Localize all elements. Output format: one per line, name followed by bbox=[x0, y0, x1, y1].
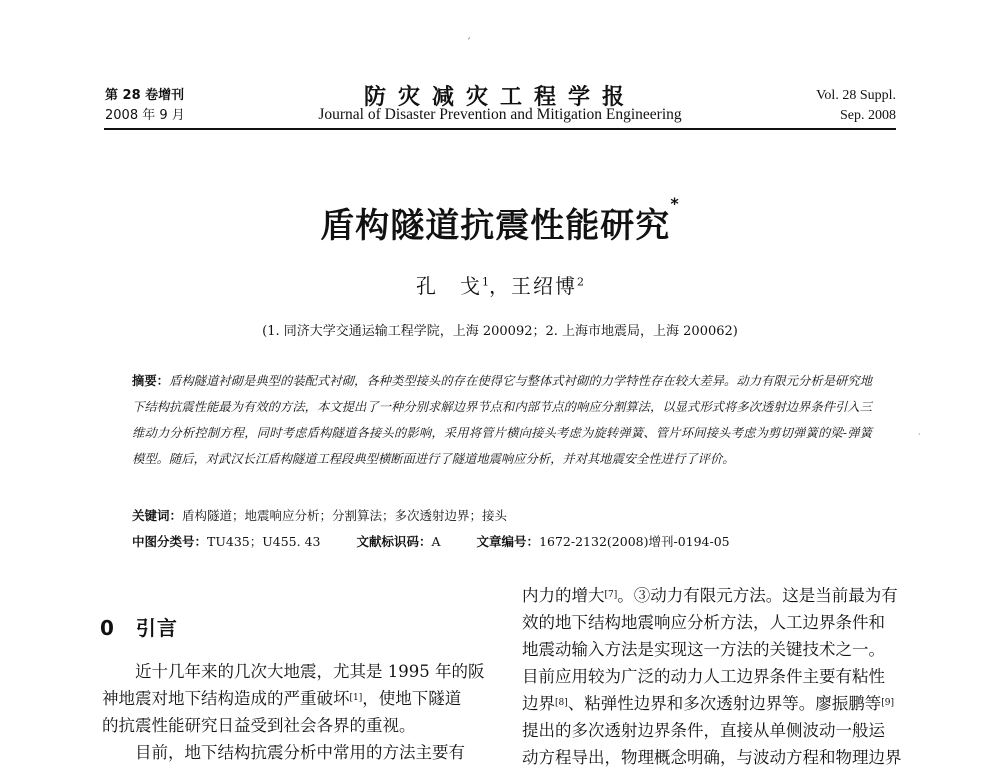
keywords-label: 关键词： bbox=[132, 508, 183, 523]
abstract-label: 摘要： bbox=[132, 374, 170, 388]
doc-code-value: A bbox=[431, 534, 441, 549]
right-column bbox=[522, 582, 914, 771]
doc-code-label: 文献标识码： bbox=[356, 534, 432, 549]
section-heading bbox=[100, 612, 178, 641]
date-cn: 2008 年 9 月 bbox=[105, 108, 185, 123]
keywords-line bbox=[132, 506, 507, 524]
authors bbox=[0, 270, 1000, 299]
clc-label: 中图分类号： bbox=[132, 534, 208, 549]
ref-8: [8] bbox=[555, 698, 568, 708]
left-line-2a: 神地震对地下结构造成的严重破坏 bbox=[102, 689, 350, 708]
right-line-3: 地震动输入方法是实现这一方法的关键技术之一。 bbox=[522, 640, 885, 659]
keywords: 盾构隧道；地震响应分析；分割算法；多次透射边界；接头 bbox=[182, 508, 508, 523]
author-1-affil: 1 bbox=[482, 275, 489, 289]
paper-title bbox=[0, 194, 1000, 247]
right-line-7: 动方程导出，物理概念明确，与波动方程和物理边界 bbox=[522, 748, 902, 767]
header-rule bbox=[104, 128, 896, 130]
author-2-affil: 2 bbox=[577, 275, 584, 289]
section-title: 引言 bbox=[135, 616, 178, 640]
right-line-1b: 。③动力有限元方法。这是当前最为有 bbox=[617, 586, 898, 605]
header-left bbox=[105, 86, 185, 126]
left-line-2 bbox=[102, 685, 492, 712]
classification-line bbox=[132, 532, 730, 550]
right-line-5b: 、粘弹性边界和多次透射边界等。廖振鹏等 bbox=[567, 694, 882, 713]
article-no-label: 文章编号： bbox=[476, 534, 540, 549]
left-line-3: 的抗震性能研究日益受到社会各界的重视。 bbox=[102, 716, 416, 735]
left-line-1: 近十几年来的几次大地震，尤其是 1995 年的阪 bbox=[135, 662, 485, 681]
ref-1: [1] bbox=[349, 693, 363, 703]
abstract-text: 盾构隧道衬砌是典型的装配式衬砌，各种类型接头的存在使得它与整体式衬砌的力学特性存在较大差异。动力有限元分析是研究地下结构抗震性能最为有效的方法，本文提出了一种分别求解边界节点和内部节点的响应分割算法，以显式形式将多次透射边界条件引入三维动力分析控制方程，同时考虑盾构隧道各接头的影响，采用将管片横向接头考虑为旋转弹簧、管片环间接头考虑为剪切弹簧的梁-弹簧模型。随后，对武汉长江盾构隧道工程段典型横断面进行了隧道地震响应分析，并对其地震安全性进行了评价。 bbox=[132, 374, 872, 466]
clc-value: TU435；U455. 43 bbox=[207, 534, 321, 549]
right-line-4: 目前应用较为广泛的动力人工边界条件主要有粘性 bbox=[522, 667, 885, 686]
abstract bbox=[132, 368, 872, 472]
left-line-4: 目前，地下结构抗震分析中常用的方法主要有 bbox=[135, 743, 465, 762]
affiliations: (1. 同济大学交通运输工程学院，上海 200092；2. 上海市地震局，上海 200062) bbox=[262, 324, 738, 339]
header-right bbox=[760, 86, 896, 126]
paper-title-text: 盾构隧道抗震性能研究 bbox=[320, 206, 671, 246]
right-line-5a: 边界 bbox=[522, 694, 555, 713]
left-column bbox=[102, 658, 492, 766]
date-en: Sep. 2008 bbox=[840, 108, 896, 123]
volume-cn: 第 28 卷增刊 bbox=[105, 88, 185, 103]
section-number: 0 bbox=[100, 616, 115, 640]
scan-mark: ˊ bbox=[466, 38, 471, 49]
article-no-value: 1672-2132(2008)增刊-0194-05 bbox=[539, 534, 730, 549]
author-separator: ， bbox=[489, 274, 511, 298]
author-1: 孔 戈 bbox=[416, 274, 482, 298]
scan-dot: · bbox=[918, 430, 921, 439]
title-footnote-mark: * bbox=[670, 194, 680, 213]
journal-title-en: Journal of Disaster Prevention and Mitigation Engineering bbox=[318, 106, 682, 123]
author-2: 王绍博 bbox=[511, 274, 577, 298]
ref-7: [7] bbox=[604, 590, 618, 600]
right-line-2: 效的地下结构地震响应分析方法，人工边界条件和 bbox=[522, 613, 885, 632]
left-line-2b: ，使地下隧道 bbox=[362, 689, 462, 708]
journal-title-cn: 防灾减灾工程学报 bbox=[363, 85, 636, 110]
right-line-1a: 内力的增大 bbox=[522, 586, 605, 605]
volume-en: Vol. 28 Suppl. bbox=[816, 88, 896, 103]
right-line-5 bbox=[522, 690, 914, 717]
right-line-6: 提出的多次透射边界条件，直接从单侧波动一般运 bbox=[522, 721, 885, 740]
ref-9: [9] bbox=[881, 698, 894, 708]
right-line-1 bbox=[522, 582, 914, 609]
